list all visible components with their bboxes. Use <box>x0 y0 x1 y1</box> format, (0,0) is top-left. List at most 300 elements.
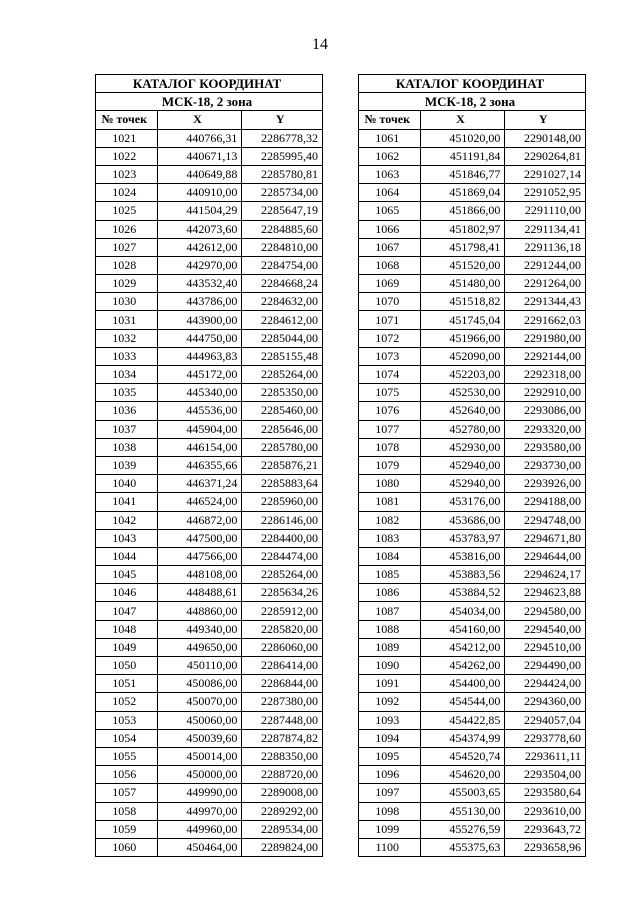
table-row <box>96 438 323 456</box>
y-value: 2284612,00 <box>242 311 323 329</box>
y-value: 2291136,18 <box>505 238 586 256</box>
x-value: 450464,00 <box>157 838 242 856</box>
y-value: 2291264,00 <box>505 275 586 293</box>
point-number: 1031 <box>96 311 158 329</box>
column-header-y: Y <box>505 111 586 129</box>
point-number: 1025 <box>96 202 158 220</box>
y-value: 2293580,64 <box>505 784 586 802</box>
table-row <box>96 293 323 311</box>
point-number: 1055 <box>96 747 158 765</box>
x-value: 440649,88 <box>157 165 242 183</box>
point-number: 1097 <box>359 784 421 802</box>
x-value: 451518,82 <box>420 293 505 311</box>
point-number: 1044 <box>96 547 158 565</box>
x-value: 440910,00 <box>157 184 242 202</box>
table-row <box>96 402 323 420</box>
y-value: 2286844,00 <box>242 675 323 693</box>
x-value: 449650,00 <box>157 638 242 656</box>
y-value: 2294490,00 <box>505 657 586 675</box>
point-number: 1063 <box>359 165 421 183</box>
point-number: 1033 <box>96 347 158 365</box>
y-value: 2289824,00 <box>242 838 323 856</box>
x-value: 450086,00 <box>157 675 242 693</box>
table-row <box>359 293 586 311</box>
y-value: 2292318,00 <box>505 366 586 384</box>
table-row <box>96 202 323 220</box>
table-row <box>96 620 323 638</box>
table-row <box>359 311 586 329</box>
y-value: 2285044,00 <box>242 329 323 347</box>
x-value: 442073,60 <box>157 220 242 238</box>
table-row <box>96 511 323 529</box>
y-value: 2290264,81 <box>505 147 586 165</box>
point-number: 1057 <box>96 784 158 802</box>
table-row <box>96 747 323 765</box>
point-number: 1036 <box>96 402 158 420</box>
table-row <box>359 366 586 384</box>
y-value: 2291244,00 <box>505 256 586 274</box>
y-value: 2285780,81 <box>242 165 323 183</box>
point-number: 1052 <box>96 693 158 711</box>
point-number: 1039 <box>96 456 158 474</box>
y-value: 2294644,00 <box>505 547 586 565</box>
point-number: 1077 <box>359 420 421 438</box>
point-number: 1026 <box>96 220 158 238</box>
y-value: 2294580,00 <box>505 602 586 620</box>
y-value: 2291662,03 <box>505 311 586 329</box>
x-value: 454544,00 <box>420 693 505 711</box>
table-row <box>359 347 586 365</box>
point-number: 1094 <box>359 729 421 747</box>
table-row <box>96 802 323 820</box>
y-value: 2291134,41 <box>505 220 586 238</box>
y-value: 2286060,00 <box>242 638 323 656</box>
x-value: 453176,00 <box>420 493 505 511</box>
x-value: 442970,00 <box>157 256 242 274</box>
table-row <box>96 693 323 711</box>
table-row <box>359 456 586 474</box>
point-number: 1076 <box>359 402 421 420</box>
x-value: 440671,13 <box>157 147 242 165</box>
x-value: 452090,00 <box>420 347 505 365</box>
point-number: 1098 <box>359 802 421 820</box>
y-value: 2293611,11 <box>505 747 586 765</box>
point-number: 1082 <box>359 511 421 529</box>
y-value: 2285995,40 <box>242 147 323 165</box>
y-value: 2285155,48 <box>242 347 323 365</box>
y-value: 2294424,00 <box>505 675 586 693</box>
table-row <box>359 493 586 511</box>
x-value: 453816,00 <box>420 547 505 565</box>
table-row <box>96 475 323 493</box>
table-row <box>96 184 323 202</box>
y-value: 2293320,00 <box>505 420 586 438</box>
x-value: 451869,04 <box>420 184 505 202</box>
x-value: 446872,00 <box>157 511 242 529</box>
table-row <box>359 329 586 347</box>
point-number: 1064 <box>359 184 421 202</box>
y-value: 2284754,00 <box>242 256 323 274</box>
table-row <box>96 766 323 784</box>
x-value: 445904,00 <box>157 420 242 438</box>
coordinate-table-right <box>358 74 586 857</box>
y-value: 2285883,64 <box>242 475 323 493</box>
table-row <box>359 529 586 547</box>
table-row <box>359 838 586 856</box>
x-value: 454520,74 <box>420 747 505 765</box>
table-row <box>96 329 323 347</box>
table-row <box>96 129 323 147</box>
table-row <box>96 711 323 729</box>
point-number: 1088 <box>359 620 421 638</box>
y-value: 2287448,00 <box>242 711 323 729</box>
x-value: 452940,00 <box>420 475 505 493</box>
table-row <box>359 820 586 838</box>
y-value: 2294748,00 <box>505 511 586 529</box>
table-row <box>359 638 586 656</box>
table-row <box>359 566 586 584</box>
column-header-y: Y <box>242 111 323 129</box>
y-value: 2284810,00 <box>242 238 323 256</box>
y-value: 2285912,00 <box>242 602 323 620</box>
point-number: 1051 <box>96 675 158 693</box>
point-number: 1089 <box>359 638 421 656</box>
table-row <box>359 620 586 638</box>
x-value: 446524,00 <box>157 493 242 511</box>
table-row <box>96 784 323 802</box>
y-value: 2289534,00 <box>242 820 323 838</box>
point-number: 1040 <box>96 475 158 493</box>
column-header-point: № точек <box>359 111 421 129</box>
point-number: 1070 <box>359 293 421 311</box>
column-header-point: № точек <box>96 111 158 129</box>
table-row <box>359 147 586 165</box>
y-value: 2285780,00 <box>242 438 323 456</box>
table-row <box>359 202 586 220</box>
table-row <box>359 129 586 147</box>
table-row <box>96 147 323 165</box>
x-value: 455003,65 <box>420 784 505 802</box>
point-number: 1047 <box>96 602 158 620</box>
point-number: 1068 <box>359 256 421 274</box>
x-value: 448488,61 <box>157 584 242 602</box>
x-value: 443532,40 <box>157 275 242 293</box>
point-number: 1073 <box>359 347 421 365</box>
table-row <box>359 511 586 529</box>
point-number: 1062 <box>359 147 421 165</box>
y-value: 2291027,14 <box>505 165 586 183</box>
y-value: 2284668,24 <box>242 275 323 293</box>
point-number: 1054 <box>96 729 158 747</box>
point-number: 1029 <box>96 275 158 293</box>
y-value: 2293778,60 <box>505 729 586 747</box>
y-value: 2288720,00 <box>242 766 323 784</box>
x-value: 454374,99 <box>420 729 505 747</box>
x-value: 451966,00 <box>420 329 505 347</box>
x-value: 450060,00 <box>157 711 242 729</box>
x-value: 445172,00 <box>157 366 242 384</box>
table-row <box>359 547 586 565</box>
point-number: 1024 <box>96 184 158 202</box>
y-value: 2285350,00 <box>242 384 323 402</box>
table-row <box>96 675 323 693</box>
point-number: 1066 <box>359 220 421 238</box>
point-number: 1099 <box>359 820 421 838</box>
point-number: 1084 <box>359 547 421 565</box>
table-row <box>96 384 323 402</box>
table-row <box>359 729 586 747</box>
y-value: 2293504,00 <box>505 766 586 784</box>
point-number: 1072 <box>359 329 421 347</box>
table-row <box>359 220 586 238</box>
table-row <box>96 420 323 438</box>
point-number: 1065 <box>359 202 421 220</box>
x-value: 451745,04 <box>420 311 505 329</box>
point-number: 1067 <box>359 238 421 256</box>
table-row <box>96 638 323 656</box>
x-value: 453883,56 <box>420 566 505 584</box>
column-header-x: X <box>157 111 242 129</box>
y-value: 2292910,00 <box>505 384 586 402</box>
y-value: 2288350,00 <box>242 747 323 765</box>
point-number: 1046 <box>96 584 158 602</box>
table-row <box>96 238 323 256</box>
point-number: 1087 <box>359 602 421 620</box>
y-value: 2293926,00 <box>505 475 586 493</box>
x-value: 450070,00 <box>157 693 242 711</box>
x-value: 443900,00 <box>157 311 242 329</box>
y-value: 2286414,00 <box>242 657 323 675</box>
point-number: 1021 <box>96 129 158 147</box>
y-value: 2285647,19 <box>242 202 323 220</box>
point-number: 1096 <box>359 766 421 784</box>
y-value: 2294623,88 <box>505 584 586 602</box>
x-value: 454422,85 <box>420 711 505 729</box>
x-value: 449960,00 <box>157 820 242 838</box>
point-number: 1028 <box>96 256 158 274</box>
x-value: 447500,00 <box>157 529 242 547</box>
x-value: 447566,00 <box>157 547 242 565</box>
x-value: 446371,24 <box>157 475 242 493</box>
x-value: 454620,00 <box>420 766 505 784</box>
point-number: 1085 <box>359 566 421 584</box>
table-row <box>359 766 586 784</box>
table-row <box>96 493 323 511</box>
x-value: 448860,00 <box>157 602 242 620</box>
point-number: 1056 <box>96 766 158 784</box>
table-row <box>359 784 586 802</box>
x-value: 452530,00 <box>420 384 505 402</box>
table-row <box>96 657 323 675</box>
point-number: 1032 <box>96 329 158 347</box>
table-row <box>359 657 586 675</box>
table-row <box>96 347 323 365</box>
table-row <box>359 675 586 693</box>
table-row <box>359 420 586 438</box>
point-number: 1078 <box>359 438 421 456</box>
y-value: 2284474,00 <box>242 547 323 565</box>
point-number: 1023 <box>96 165 158 183</box>
table-row <box>359 438 586 456</box>
y-value: 2294360,00 <box>505 693 586 711</box>
column-header-x: X <box>420 111 505 129</box>
point-number: 1053 <box>96 711 158 729</box>
y-value: 2285876,21 <box>242 456 323 474</box>
y-value: 2294624,17 <box>505 566 586 584</box>
x-value: 446355,66 <box>157 456 242 474</box>
x-value: 452940,00 <box>420 456 505 474</box>
point-number: 1086 <box>359 584 421 602</box>
point-number: 1027 <box>96 238 158 256</box>
coordinate-table-left <box>95 74 323 857</box>
y-value: 2294510,00 <box>505 638 586 656</box>
x-value: 455130,00 <box>420 802 505 820</box>
y-value: 2286778,32 <box>242 129 323 147</box>
y-value: 2285734,00 <box>242 184 323 202</box>
x-value: 454034,00 <box>420 602 505 620</box>
table-row <box>359 584 586 602</box>
table-row <box>96 602 323 620</box>
point-number: 1045 <box>96 566 158 584</box>
y-value: 2291344,43 <box>505 293 586 311</box>
point-number: 1080 <box>359 475 421 493</box>
x-value: 448108,00 <box>157 566 242 584</box>
x-value: 450014,00 <box>157 747 242 765</box>
y-value: 2284632,00 <box>242 293 323 311</box>
table-row <box>96 820 323 838</box>
point-number: 1058 <box>96 802 158 820</box>
point-number: 1049 <box>96 638 158 656</box>
point-number: 1043 <box>96 529 158 547</box>
table-row <box>96 584 323 602</box>
y-value: 2293643,72 <box>505 820 586 838</box>
y-value: 2291110,00 <box>505 202 586 220</box>
point-number: 1060 <box>96 838 158 856</box>
x-value: 443786,00 <box>157 293 242 311</box>
point-number: 1079 <box>359 456 421 474</box>
point-number: 1059 <box>96 820 158 838</box>
point-number: 1038 <box>96 438 158 456</box>
x-value: 440766,31 <box>157 129 242 147</box>
table-title: КАТАЛОГ КООРДИНАТ <box>359 75 586 93</box>
x-value: 453783,97 <box>420 529 505 547</box>
table-body-right <box>359 129 586 857</box>
table-row <box>96 456 323 474</box>
table-body-left <box>96 129 323 857</box>
x-value: 444750,00 <box>157 329 242 347</box>
point-number: 1034 <box>96 366 158 384</box>
y-value: 2293658,96 <box>505 838 586 856</box>
y-value: 2293610,00 <box>505 802 586 820</box>
y-value: 2289292,00 <box>242 802 323 820</box>
y-value: 2285634,26 <box>242 584 323 602</box>
x-value: 451846,77 <box>420 165 505 183</box>
x-value: 445536,00 <box>157 402 242 420</box>
x-value: 451480,00 <box>420 275 505 293</box>
point-number: 1081 <box>359 493 421 511</box>
y-value: 2286146,00 <box>242 511 323 529</box>
table-row <box>359 238 586 256</box>
point-number: 1041 <box>96 493 158 511</box>
point-number: 1091 <box>359 675 421 693</box>
x-value: 444963,83 <box>157 347 242 365</box>
point-number: 1061 <box>359 129 421 147</box>
y-value: 2291052,95 <box>505 184 586 202</box>
x-value: 452203,00 <box>420 366 505 384</box>
table-row <box>96 529 323 547</box>
table-row <box>96 256 323 274</box>
point-number: 1030 <box>96 293 158 311</box>
y-value: 2293730,00 <box>505 456 586 474</box>
x-value: 455375,63 <box>420 838 505 856</box>
y-value: 2294057,04 <box>505 711 586 729</box>
x-value: 449340,00 <box>157 620 242 638</box>
point-number: 1075 <box>359 384 421 402</box>
table-row <box>359 165 586 183</box>
x-value: 449990,00 <box>157 784 242 802</box>
y-value: 2285264,00 <box>242 566 323 584</box>
y-value: 2294671,80 <box>505 529 586 547</box>
point-number: 1083 <box>359 529 421 547</box>
table-row <box>96 566 323 584</box>
table-row <box>359 693 586 711</box>
y-value: 2284400,00 <box>242 529 323 547</box>
point-number: 1050 <box>96 657 158 675</box>
y-value: 2291980,00 <box>505 329 586 347</box>
y-value: 2287380,00 <box>242 693 323 711</box>
y-value: 2290148,00 <box>505 129 586 147</box>
point-number: 1092 <box>359 693 421 711</box>
table-row <box>96 838 323 856</box>
table-row <box>96 729 323 747</box>
y-value: 2293086,00 <box>505 402 586 420</box>
point-number: 1095 <box>359 747 421 765</box>
y-value: 2294540,00 <box>505 620 586 638</box>
x-value: 450110,00 <box>157 657 242 675</box>
table-row <box>96 165 323 183</box>
x-value: 450039,60 <box>157 729 242 747</box>
x-value: 451020,00 <box>420 129 505 147</box>
y-value: 2285820,00 <box>242 620 323 638</box>
point-number: 1071 <box>359 311 421 329</box>
x-value: 446154,00 <box>157 438 242 456</box>
x-value: 445340,00 <box>157 384 242 402</box>
table-row <box>359 602 586 620</box>
table-row <box>359 402 586 420</box>
table-row <box>359 275 586 293</box>
y-value: 2285646,00 <box>242 420 323 438</box>
y-value: 2285460,00 <box>242 402 323 420</box>
x-value: 441504,29 <box>157 202 242 220</box>
x-value: 454400,00 <box>420 675 505 693</box>
point-number: 1037 <box>96 420 158 438</box>
table-row <box>359 475 586 493</box>
point-number: 1100 <box>359 838 421 856</box>
x-value: 451520,00 <box>420 256 505 274</box>
table-row <box>96 547 323 565</box>
table-row <box>359 802 586 820</box>
point-number: 1042 <box>96 511 158 529</box>
point-number: 1069 <box>359 275 421 293</box>
x-value: 451866,00 <box>420 202 505 220</box>
x-value: 451798,41 <box>420 238 505 256</box>
point-number: 1090 <box>359 657 421 675</box>
y-value: 2284885,60 <box>242 220 323 238</box>
x-value: 454262,00 <box>420 657 505 675</box>
table-row <box>359 711 586 729</box>
x-value: 452780,00 <box>420 420 505 438</box>
x-value: 449970,00 <box>157 802 242 820</box>
